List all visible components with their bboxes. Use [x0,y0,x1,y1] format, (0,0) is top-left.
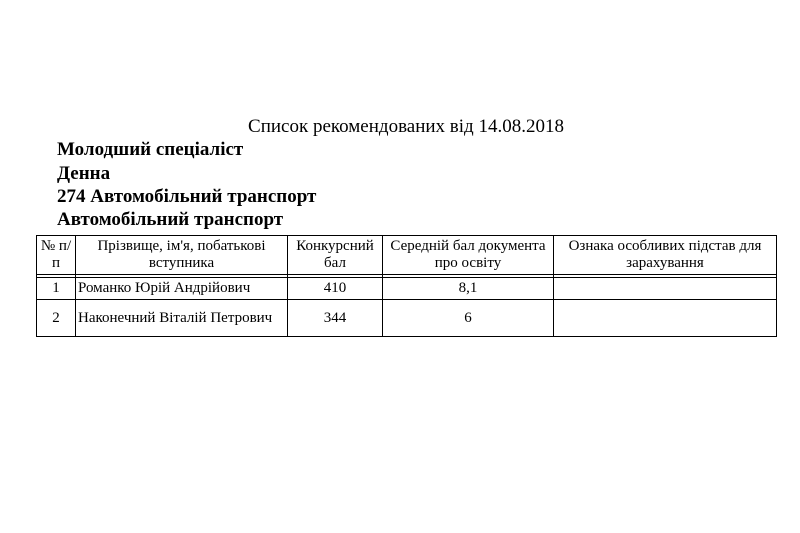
program-label: Автомобільний транспорт [57,209,284,230]
table-row [37,300,777,337]
row-name-cell: Наконечний Віталій Петрович [76,300,288,337]
row-number-cell: 2 [37,300,76,337]
document-title: Список рекомендованих від 14.08.2018 [248,116,564,137]
row-number-cell: 1 [37,278,76,300]
row-name-cell: Романко Юрій Андрійович [76,278,288,300]
degree-label: Молодший спеціаліст [57,139,244,160]
row-grounds-cell [554,278,777,300]
table-header-row [37,236,777,275]
specialty-label: 274 Автомобільний транспорт [57,186,317,207]
header-number: № п/п [37,236,76,275]
study-form-label: Денна [57,163,111,184]
header-name: Прізвище, ім'я, побатькові вступника [76,236,288,275]
row-score-cell: 344 [288,300,383,337]
row-average-cell: 6 [383,300,554,337]
row-score-cell: 410 [288,278,383,300]
header-average: Середній бал документа про освіту [383,236,554,275]
header-grounds: Ознака особливих підстав для зарахування [554,236,777,275]
row-average-cell: 8,1 [383,278,554,300]
row-grounds-cell [554,300,777,337]
applicants-table [36,235,777,337]
table-row [37,278,777,300]
header-score: Конкурсний бал [288,236,383,275]
